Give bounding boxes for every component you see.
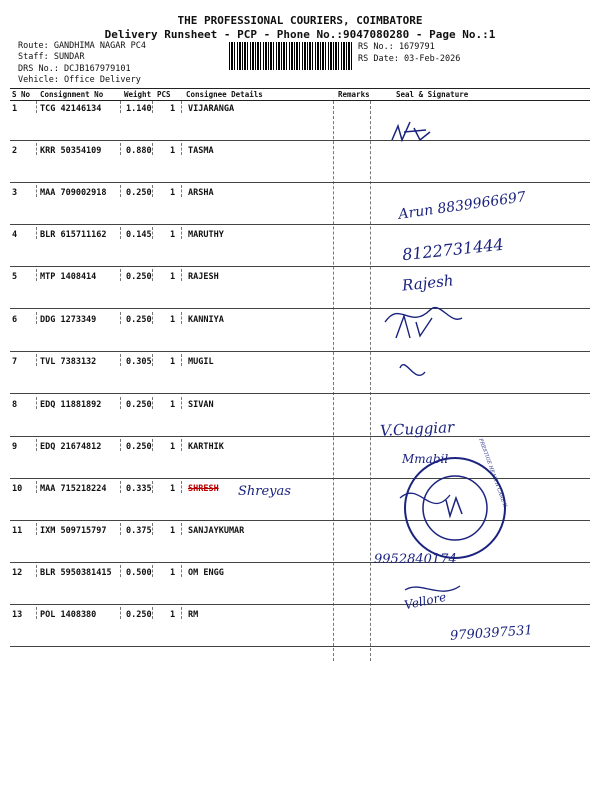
row-consignment-no: MAA 715218224 (40, 484, 107, 494)
row-weight: 0.250 (126, 610, 152, 620)
row3-handwritten-note: Arun 8839966697 (397, 189, 527, 223)
row-pcs: 1 (170, 230, 176, 240)
row-pcs: 1 (170, 315, 176, 325)
row5-signature: Rajesh (401, 271, 455, 295)
row-weight: 0.250 (126, 442, 152, 452)
row-consignment-no: BLR 615711162 (40, 230, 107, 240)
route-label: Route: GANDHIMA NAGAR PC4 (18, 41, 146, 51)
row-weight: 0.145 (126, 230, 152, 240)
row-consignee: KANNIYA (188, 315, 224, 325)
row-consignment-no: MAA 709002918 (40, 188, 107, 198)
row-pcs: 1 (170, 188, 176, 198)
row-consignment-no: BLR 5950381415 (40, 568, 112, 578)
row-consignment-no: MTP 1408414 (40, 272, 97, 282)
col-weight: Weight (124, 90, 152, 99)
row-sno: 7 (12, 357, 18, 367)
row-consignee: RM (188, 610, 199, 620)
row-sno: 5 (12, 272, 18, 282)
row-pcs: 1 (170, 568, 176, 578)
row-weight: 0.500 (126, 568, 152, 578)
row-sno: 13 (12, 610, 23, 620)
row-weight: 0.250 (126, 188, 152, 198)
row13-handwritten-note: 9790397531 (449, 623, 534, 644)
row-pcs: 1 (170, 104, 176, 114)
row12-signature: Vellore (403, 589, 448, 613)
row-consignment-no: EDQ 21674812 (40, 442, 102, 452)
row-consignment-no: TVL 7383132 (40, 357, 97, 367)
row-consignee: MARUTHY (188, 230, 224, 240)
row11-handwritten-note: 9952840174 (374, 552, 457, 567)
row-sno: 6 (12, 315, 18, 325)
row-consignee: VIJARANGA (188, 104, 235, 114)
row-weight: 0.880 (126, 146, 152, 156)
row-weight: 0.305 (126, 357, 152, 367)
col-remarks: Remarks (338, 90, 370, 99)
row-pcs: 1 (170, 484, 176, 494)
row-consignee: RAJESH (188, 272, 219, 282)
row10-handwritten-note: Shreyas (238, 484, 291, 499)
row9-signature: Mmabil (402, 452, 449, 466)
vehicle-label: Vehicle: Office Delivery (18, 75, 141, 85)
row-weight: 0.335 (126, 484, 152, 494)
col-seal: Seal & Signature (396, 90, 469, 99)
rs-number: RS No.: 1679791 (358, 42, 435, 52)
row-consignee: MUGIL (188, 357, 214, 367)
row-consignment-no: KRR 50354109 (40, 146, 102, 156)
runsheet-subtitle: Delivery Runsheet - PCP - Phone No.:9047080280 - Page No.:1 (104, 28, 496, 41)
col-pcs: PCS (157, 90, 171, 99)
row-sno: 3 (12, 188, 18, 198)
row-weight: 0.375 (126, 526, 152, 536)
row-consignee: OM ENGG (188, 568, 224, 578)
row-consignee: SIVAN (188, 400, 214, 410)
row-weight: 0.250 (126, 272, 152, 282)
row-weight: 1.140 (126, 104, 152, 114)
row-sno: 4 (12, 230, 18, 240)
row-consignee: TASMA (188, 146, 214, 156)
row-pcs: 1 (170, 357, 176, 367)
row-sno: 9 (12, 442, 18, 452)
row-consignment-no: IXM 509715797 (40, 526, 107, 536)
row-consignee: SANJAYKUMAR (188, 526, 245, 536)
row-pcs: 1 (170, 442, 176, 452)
row-sno: 8 (12, 400, 18, 410)
row-consignment-no: POL 1408380 (40, 610, 97, 620)
row-consignment-no: DDG 1273349 (40, 315, 97, 325)
row-pcs: 1 (170, 400, 176, 410)
staff-label: Staff: SUNDAR (18, 52, 85, 62)
col-consignee: Consignee Details (186, 90, 263, 99)
row-sno: 11 (12, 526, 23, 536)
row-consignee: ARSHA (188, 188, 214, 198)
row-sno: 2 (12, 146, 18, 156)
col-consignment: Consignment No (40, 90, 104, 99)
row-pcs: 1 (170, 526, 176, 536)
rs-date: RS Date: 03-Feb-2026 (358, 54, 461, 64)
company-title: THE PROFESSIONAL COURIERS, COIMBATORE (177, 14, 423, 27)
row-sno: 1 (12, 104, 18, 114)
stamp-text: PRESTIGE HEALTH CARE II (477, 437, 508, 509)
drs-label: DRS No.: DCJB167979101 (18, 64, 131, 74)
row-consignment-no: TCG 42146134 (40, 104, 102, 114)
row-consignee: SHRESH (188, 484, 219, 494)
row4-handwritten-note: 8122731444 (401, 234, 505, 265)
row-sno: 12 (12, 568, 23, 578)
row-consignee: KARTHIK (188, 442, 224, 452)
row-weight: 0.250 (126, 315, 152, 325)
row-pcs: 1 (170, 272, 176, 282)
row8-signature: V.Cuggiar (379, 418, 455, 440)
row-sno: 10 (12, 484, 23, 494)
row-consignment-no: EDQ 11881892 (40, 400, 102, 410)
row-pcs: 1 (170, 146, 176, 156)
col-sno: S No (12, 90, 31, 99)
row-pcs: 1 (170, 610, 176, 620)
row-weight: 0.250 (126, 400, 152, 410)
